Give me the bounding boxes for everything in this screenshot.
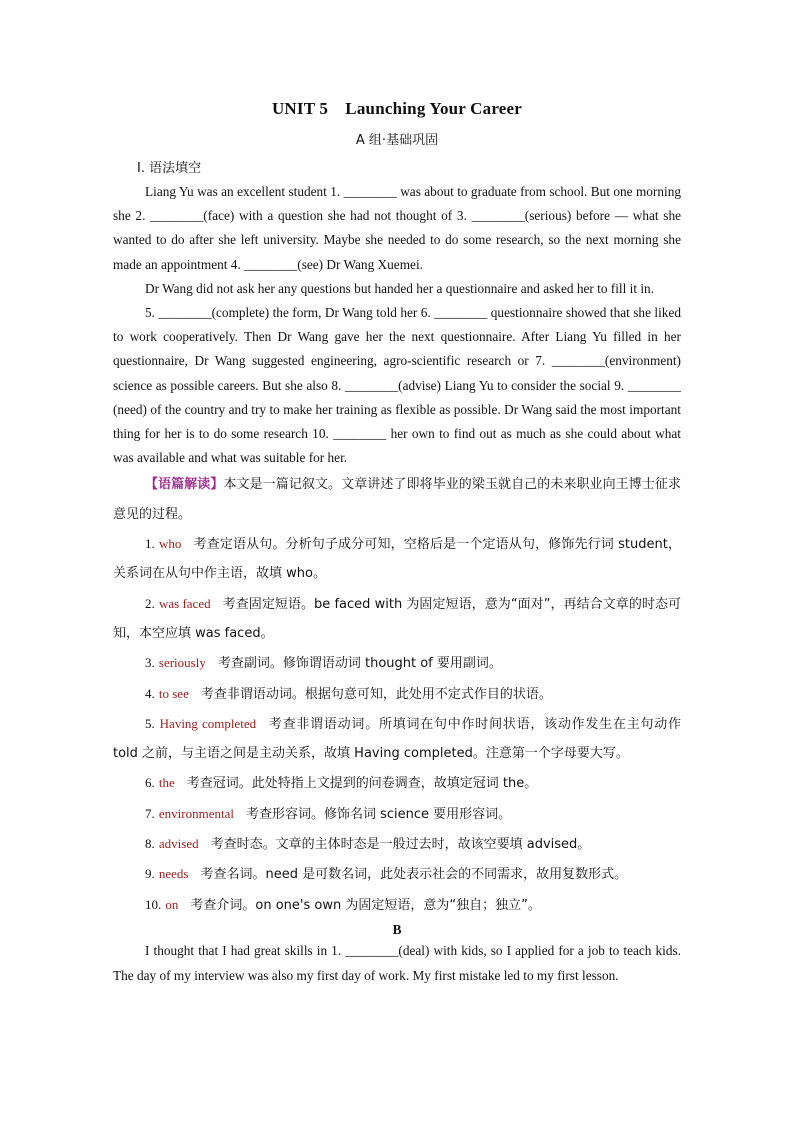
answer-word: Having completed [159, 715, 257, 731]
discourse-note [113, 470, 681, 529]
answer-explanation: 考查时态。文章的主体时态是一般过去时，故该空要填 advised。 [210, 837, 591, 852]
passage-b-paragraph: I thought that I had great skills in 1. ________(deal) with kids, so I applied for a job to teach kids. The day of my interview was also my first day of work. My first mistake led to my first lesson. [113, 942, 681, 983]
answer-word: advised [158, 836, 199, 851]
note-label: 【语篇解读】 [145, 477, 224, 493]
answer-word: needs [158, 866, 189, 882]
answer-explanation: 考查介词。on one's own 为固定短语，意为“独自；独立”。 [190, 897, 541, 913]
answer-item [113, 529, 681, 589]
passage-paragraph: Liang Yu was an excellent student 1. ________ was about to graduate from school. But one morning she 2. ________(face) with a question she had not thought of 3. ________(serious) before — what she wanted to do after she left university. Maybe she needed to do some research, so the next morning she made an appointment 4. ________(see) Dr Wang Xuemei. [113, 184, 681, 272]
answer-explanation: 考查名词。need 是可数名词，此处表示社会的不同需求，故用复数形式。 [200, 867, 628, 883]
answer-list [113, 529, 681, 920]
answer-number: 4. [145, 685, 155, 701]
answer-explanation: 考查副词。修饰谓语动词 thought of 要用副词。 [217, 656, 502, 672]
answer-number: 1. [145, 536, 155, 552]
answer-item [113, 799, 681, 829]
answer-number: 2. [145, 595, 155, 611]
note-text: 本文是一篇记叙文。文章讲述了即将毕业的梁玉就自己的未来职业向王博士征求意见的过程。 [113, 477, 681, 522]
document-page [113, 94, 681, 988]
answer-item [113, 768, 681, 798]
answer-item [113, 589, 681, 649]
answer-word: seriously [158, 655, 206, 671]
answer-word: environmental [158, 805, 234, 821]
answer-explanation: 考查固定短语。be faced with 为固定短语，意为“面对”，再结合文章的时态可知，本空应填 was faced。 [113, 596, 681, 641]
section-heading: Ⅰ. 语法填空 [137, 161, 202, 176]
answer-item [113, 709, 681, 769]
answer-number: 5. [145, 715, 155, 731]
answer-word: was faced [158, 595, 211, 611]
group-heading: A 组·基础巩固 [355, 133, 439, 148]
answer-word: the [158, 775, 175, 791]
answer-explanation: 考查定语从句。分析句子成分可知，空格后是一个定语从句，修饰先行词 student，关系词在从句中作主语，故填 who。 [113, 537, 681, 582]
answer-word: to see [158, 685, 189, 701]
passage-paragraph: Dr Wang did not ask her any questions but handed her a questionnaire and asked her to fill it in. [145, 280, 655, 296]
answer-item [113, 648, 681, 678]
answer-explanation: 考查非谓语动词。所填词在句中作时间状语，该动作发生在主句动作 told 之前，与主语之间是主动关系，故填 Having completed。注意第一个字母要大写。 [113, 716, 681, 762]
page-title: UNIT 5 Launching Your Career [271, 99, 523, 118]
answer-explanation: 考查形容词。修饰名词 science 要用形容词。 [245, 806, 512, 822]
answer-number: 9. [145, 866, 155, 882]
answer-number: 7. [145, 805, 155, 821]
answer-explanation: 考查非谓语动词。根据句意可知，此处用不定式作目的状语。 [200, 686, 552, 702]
section-b-heading: B [392, 921, 402, 937]
answer-item [113, 829, 681, 859]
answer-item [113, 890, 681, 920]
answer-number: 10. [145, 896, 162, 912]
answer-item [113, 679, 681, 709]
answer-number: 3. [145, 655, 155, 671]
answer-number: 8. [145, 836, 155, 851]
answer-number: 6. [145, 775, 155, 791]
answer-word: who [159, 536, 182, 552]
answer-explanation: 考查冠词。此处特指上文提到的问卷调查，故填定冠词 the。 [186, 776, 538, 792]
answer-item [113, 859, 681, 889]
answer-word: on [165, 896, 179, 912]
passage-paragraph: 5. ________(complete) the form, Dr Wang told her 6. ________ questionnaire showed that she liked to work cooperatively. Then Dr Wang gave her the next questionnaire. After Liang Yu filled in her questionnaire, Dr Wang suggested engineering, agro-scientific research or 7. ________(environment) science as possible careers. But she also 8. ________(advise) Liang Yu to consider the social 9. ________ (need) of the country and try to make her training as flexible as possible. Dr Wang said the most important thing for her is to do some research 10. ________ her own to find out as much as she could about what was available and what was suitable for her. [113, 305, 681, 466]
